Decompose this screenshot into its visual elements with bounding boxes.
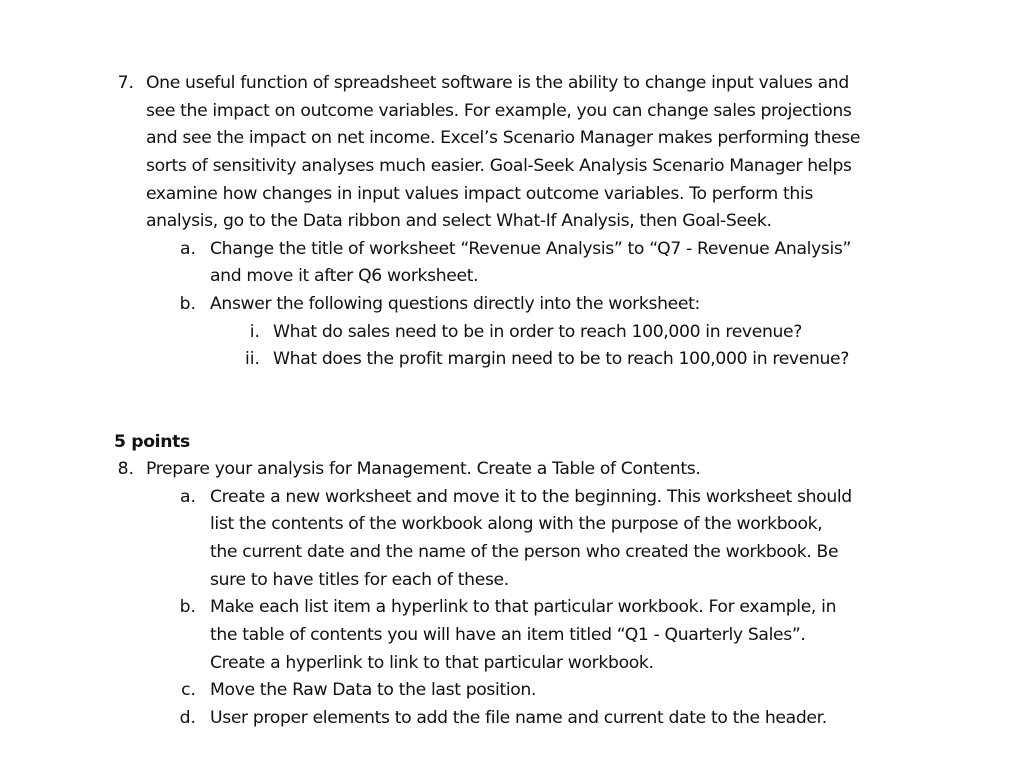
q7b-ii-marker: ii. <box>244 349 260 369</box>
q7-number: 7. <box>117 73 134 93</box>
q8b-text-line-3: Create a hyperlink to link to that particular workbook. <box>210 653 654 673</box>
q7-text-line-6: analysis, go to the Data ribbon and select What-If Analysis, then Goal-Seek. <box>146 211 772 231</box>
q7-text-line-4: sorts of sensitivity analyses much easier. Goal-Seek Analysis Scenario Manager helps <box>146 156 852 176</box>
q7-text-line-3: and see the impact on net income. Excel’s Scenario Manager makes performing these <box>146 128 861 148</box>
q8a-text-line-1: Create a new worksheet and move it to the beginning. This worksheet should <box>210 487 852 507</box>
q7a-marker: a. <box>180 239 196 259</box>
q8a-marker: a. <box>180 487 196 507</box>
q7b-i-text: What do sales need to be in order to reach 100,000 in revenue? <box>273 322 803 342</box>
q7a-text-line-1: Change the title of worksheet “Revenue Analysis” to “Q7 - Revenue Analysis” <box>210 239 852 259</box>
q7b-text: Answer the following questions directly into the worksheet: <box>210 294 700 314</box>
q8b-text-line-2: the table of contents you will have an item titled “Q1 - Quarterly Sales”. <box>210 625 806 645</box>
q7-text-line-1: One useful function of spreadsheet software is the ability to change input values and <box>146 73 849 93</box>
points-label: 5 points <box>114 432 190 452</box>
q8c-text: Move the Raw Data to the last position. <box>210 680 537 700</box>
q8c-marker: c. <box>181 680 196 700</box>
q8d-text: User proper elements to add the file name and current date to the header. <box>210 708 827 728</box>
q8a-text-line-4: sure to have titles for each of these. <box>210 570 509 590</box>
q7b-ii-text: What does the profit margin need to be to reach 100,000 in revenue? <box>273 349 850 369</box>
q8a-text-line-3: the current date and the name of the person who created the workbook. Be <box>210 542 839 562</box>
q7b-i-marker: i. <box>249 322 260 342</box>
q8b-marker: b. <box>179 597 196 617</box>
q8d-marker: d. <box>179 708 196 728</box>
q7a-text-line-2: and move it after Q6 worksheet. <box>210 266 479 286</box>
q8b-text-line-1: Make each list item a hyperlink to that particular workbook. For example, in <box>210 597 837 617</box>
q8-text: Prepare your analysis for Management. Create a Table of Contents. <box>146 459 701 479</box>
q8a-text-line-2: list the contents of the workbook along with the purpose of the workbook, <box>210 514 823 534</box>
q7b-marker: b. <box>179 294 196 314</box>
q8-number: 8. <box>117 459 134 479</box>
q7-text-line-5: examine how changes in input values impact outcome variables. To perform this <box>146 184 813 204</box>
q7-text-line-2: see the impact on outcome variables. For example, you can change sales projections <box>146 101 852 121</box>
